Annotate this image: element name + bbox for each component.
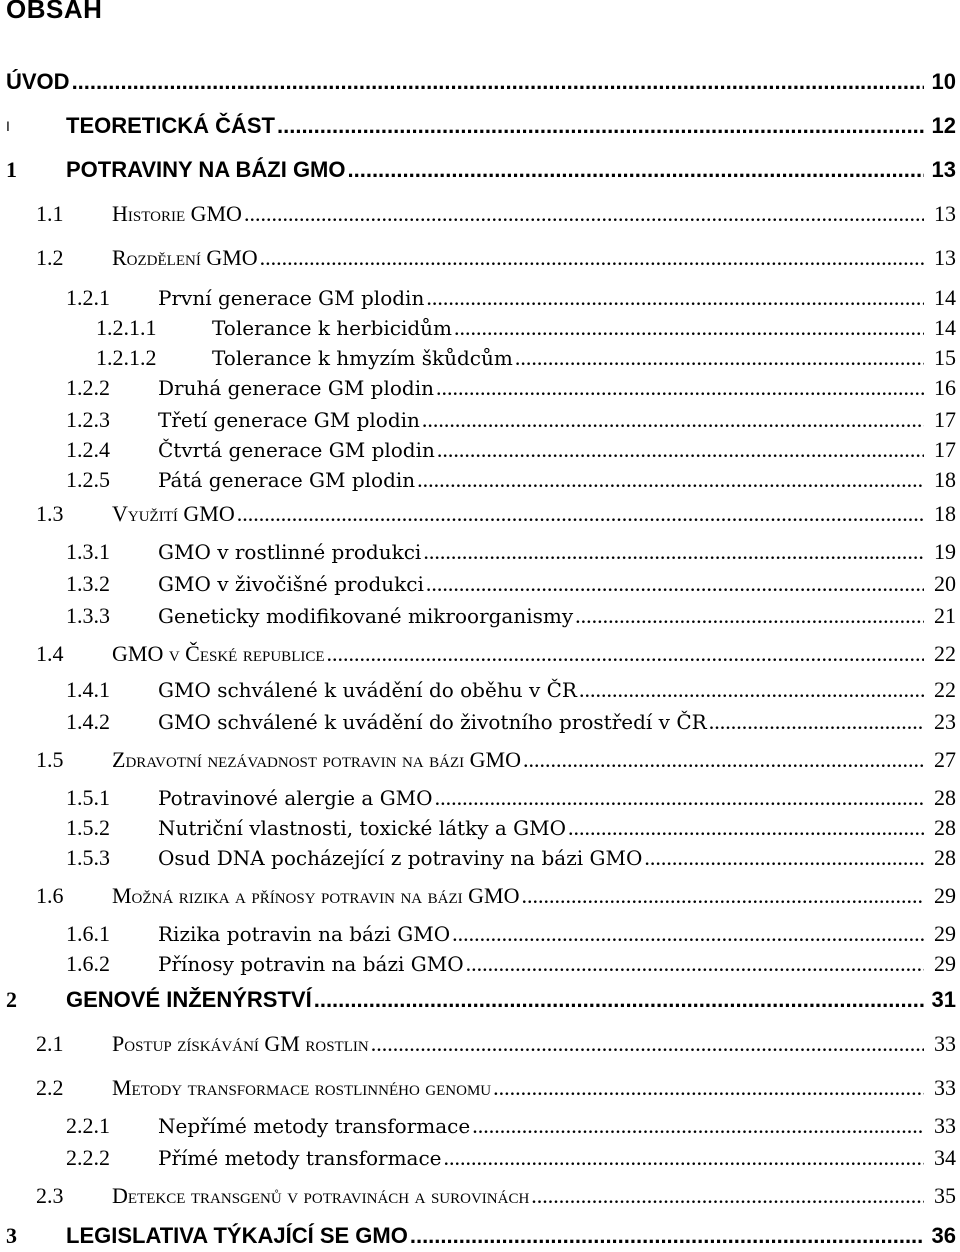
toc-entry-number: 1.4.2 — [66, 709, 110, 734]
dot-leader — [644, 842, 924, 874]
toc-entry-number: 1 — [6, 157, 17, 182]
dot-leader — [454, 312, 924, 344]
dot-leader — [709, 706, 924, 738]
toc-entry-number: 2.1 — [36, 1031, 64, 1056]
toc-entry-page: 22 — [934, 677, 956, 702]
toc-entry-title: Nutriční vlastnosti, toxické látky a GMO — [158, 816, 566, 840]
dot-leader — [237, 498, 924, 530]
toc-entry-number: 1.3.2 — [66, 571, 110, 596]
dot-leader — [72, 66, 924, 98]
toc-entry-number: 1.2 — [36, 245, 64, 270]
toc-entry-number: 2 — [6, 987, 17, 1012]
toc-entry-page: 16 — [934, 375, 956, 400]
toc-entry-number: 1.5.3 — [66, 845, 110, 870]
toc-entry[interactable] — [0, 812, 960, 844]
dot-leader — [314, 984, 924, 1016]
toc-entry-title: Zdravotní nezávadnost potravin na bázi GMO — [112, 747, 521, 772]
dot-leader — [472, 1110, 924, 1142]
toc-entry[interactable] — [0, 782, 960, 814]
toc-entry-number: 1.1 — [36, 201, 64, 226]
toc-entry-title: Rizika potravin na bázi GMO — [158, 922, 451, 946]
toc-entry[interactable] — [0, 404, 960, 436]
toc-entry-title: POTRAVINY NA BÁZI GMO — [66, 157, 346, 182]
toc-entry-page: 29 — [934, 951, 956, 976]
toc-entry-title: Tolerance k hmyzím škůdcům — [212, 346, 513, 370]
dot-leader — [452, 918, 924, 950]
dot-leader — [515, 342, 924, 374]
toc-entry-title: Metody transformace rostlinného genomu — [112, 1075, 492, 1100]
toc-entry[interactable] — [0, 1180, 960, 1212]
toc-entry-title: Možná rizika a přínosy potravin na bázi GMO — [112, 883, 520, 908]
dot-leader — [348, 154, 925, 186]
toc-entry[interactable] — [0, 842, 960, 874]
dot-leader — [568, 812, 924, 844]
toc-entry-title: Přínosy potravin na bázi GMO — [158, 952, 464, 976]
toc-entry[interactable] — [0, 600, 960, 632]
toc-entry[interactable] — [0, 464, 960, 496]
dot-leader — [244, 198, 924, 230]
dot-leader — [493, 1072, 924, 1104]
toc-entry-number: 1.2.1.2 — [96, 345, 157, 370]
toc-entry-number: 2.2.1 — [66, 1113, 110, 1138]
toc-entry-title: Druhá generace GM plodin — [158, 376, 435, 400]
toc-entry-page: 29 — [934, 921, 956, 946]
dot-leader — [426, 282, 924, 314]
toc-entry-title: GMO v rostlinné produkci — [158, 540, 422, 564]
toc-entry-number: 1.5 — [36, 747, 64, 772]
toc-entry-page: 22 — [934, 641, 956, 666]
toc-entry-title: Čtvrtá generace GM plodin — [158, 438, 435, 462]
toc-entry[interactable] — [0, 312, 960, 344]
toc-entry-title: GENOVÉ INŽENÝRSTVÍ — [66, 987, 312, 1012]
toc-entry-page: 14 — [934, 315, 956, 340]
toc-entry-title: Pátá generace GM plodin — [158, 468, 416, 492]
toc-entry[interactable] — [0, 342, 960, 374]
toc-entry-title: Osud DNA pocházející z potraviny na bázi GMO — [158, 846, 643, 870]
toc-entry[interactable] — [0, 638, 960, 670]
toc-entry[interactable] — [0, 706, 960, 738]
toc-entry[interactable] — [0, 948, 960, 980]
dot-leader — [426, 568, 924, 600]
dot-leader — [422, 404, 924, 436]
toc-entry-number: 1.2.4 — [66, 437, 110, 462]
toc-entry-page: 18 — [934, 467, 956, 492]
toc-entry-page: 15 — [934, 345, 956, 370]
toc-entry[interactable] — [0, 1220, 960, 1252]
toc-entry[interactable] — [0, 282, 960, 314]
toc-entry[interactable] — [0, 984, 960, 1016]
toc-entry-title: Využití GMO — [112, 501, 235, 526]
toc-entry[interactable] — [0, 372, 960, 404]
dot-leader — [435, 782, 924, 814]
dot-leader — [466, 948, 924, 980]
toc-entry-title: Potravinové alergie a GMO — [158, 786, 433, 810]
dot-leader — [417, 464, 924, 496]
dot-leader — [410, 1220, 924, 1252]
dot-leader — [579, 674, 924, 706]
toc-entry-page: 19 — [934, 539, 956, 564]
dot-leader — [371, 1028, 924, 1060]
page-title: OBSAH — [6, 0, 103, 24]
toc-entry[interactable] — [0, 110, 960, 142]
toc-entry-number: 1.2.1 — [66, 285, 110, 310]
toc-entry-number: I — [6, 118, 10, 134]
toc-entry-number: 1.6.1 — [66, 921, 110, 946]
toc-entry-number: 1.6.2 — [66, 951, 110, 976]
toc-entry-page: 36 — [931, 1223, 956, 1248]
toc-entry[interactable] — [0, 674, 960, 706]
toc-entry-page: 33 — [934, 1075, 956, 1100]
toc-entry-page: 13 — [934, 245, 956, 270]
dot-leader — [260, 242, 924, 274]
toc-entry-page: 18 — [934, 501, 956, 526]
toc-entry[interactable] — [0, 242, 960, 274]
toc-entry-number: 1.2.2 — [66, 375, 110, 400]
toc-entry[interactable] — [0, 1110, 960, 1142]
toc-entry-page: 13 — [934, 201, 956, 226]
toc-entry-number: 1.2.3 — [66, 407, 110, 432]
toc-entry-page: 33 — [934, 1031, 956, 1056]
toc-entry[interactable] — [0, 198, 960, 230]
toc-entry-number: 1.3.1 — [66, 539, 110, 564]
toc-entry-title: Nepřímé metody transformace — [158, 1114, 471, 1138]
toc-entry[interactable] — [0, 498, 960, 530]
dot-leader — [523, 744, 924, 776]
dot-leader — [521, 880, 924, 912]
toc-entry-number: 1.5.2 — [66, 815, 110, 840]
dot-leader — [423, 536, 924, 568]
toc-entry-title: První generace GM plodin — [158, 286, 425, 310]
toc-entry-title: LEGISLATIVA TÝKAJÍCÍ SE GMO — [66, 1223, 408, 1248]
toc-entry-title: Třetí generace GM plodin — [158, 408, 420, 432]
toc-entry[interactable] — [0, 66, 960, 98]
toc-entry-title: ÚVOD — [6, 69, 70, 94]
toc-entry-number: 2.2 — [36, 1075, 64, 1100]
toc-entry-page: 28 — [934, 785, 956, 810]
toc-entry-number: 1.3.3 — [66, 603, 110, 628]
toc-entry-page: 17 — [934, 437, 956, 462]
toc-entry-title: Detekce transgenů v potravinách a surovinách — [112, 1183, 530, 1208]
toc-entry-page: 31 — [931, 987, 956, 1012]
toc-entry-number: 1.4.1 — [66, 677, 110, 702]
toc-entry-page: 28 — [934, 815, 956, 840]
toc-entry[interactable] — [0, 434, 960, 466]
toc-entry-number: 1.6 — [36, 883, 64, 908]
toc-entry-page: 33 — [934, 1113, 956, 1138]
toc-entry-title: GMO v České republice — [112, 641, 325, 666]
toc-entry-page: 17 — [934, 407, 956, 432]
toc-entry[interactable] — [0, 1072, 960, 1104]
toc-entry-page: 10 — [931, 69, 956, 94]
toc-entry-title: Geneticky modifikované mikroorganismy — [158, 604, 574, 628]
toc-entry-page: 14 — [934, 285, 956, 310]
toc-entry-number: 3 — [6, 1223, 17, 1248]
toc-entry-title: GMO schválené k uvádění do oběhu v ČR — [158, 678, 577, 702]
toc-entry-page: 35 — [934, 1183, 956, 1208]
toc-entry-number: 1.2.5 — [66, 467, 110, 492]
toc-entry-title: Rozdělení GMO — [112, 245, 258, 270]
dot-leader — [327, 638, 924, 670]
toc-entry[interactable] — [0, 568, 960, 600]
toc-entry[interactable] — [0, 1028, 960, 1060]
toc-entry-number: 1.4 — [36, 641, 64, 666]
toc-entry-page: 23 — [934, 709, 956, 734]
toc-entry-page: 21 — [934, 603, 956, 628]
toc-entry-number: 1.3 — [36, 501, 64, 526]
dot-leader — [575, 600, 924, 632]
toc-entry-page: 12 — [931, 113, 956, 138]
dot-leader — [436, 372, 924, 404]
toc-entry-page: 13 — [931, 157, 956, 182]
toc-entry-title: Přímé metody transformace — [158, 1146, 442, 1170]
toc-entry[interactable] — [0, 918, 960, 950]
toc-entry-number: 2.2.2 — [66, 1145, 110, 1170]
toc-entry-page: 34 — [934, 1145, 956, 1170]
toc-entry[interactable] — [0, 1142, 960, 1174]
toc-entry[interactable] — [0, 880, 960, 912]
toc-entry-title: TEORETICKÁ ČÁST — [66, 113, 275, 138]
toc-entry-title: Historie GMO — [112, 201, 242, 226]
dot-leader — [437, 434, 924, 466]
toc-entry-page: 20 — [934, 571, 956, 596]
toc-entry-title: GMO schválené k uvádění do životního prostředí v ČR — [158, 710, 707, 734]
toc-entry-number: 1.2.1.1 — [96, 315, 157, 340]
toc-entry[interactable] — [0, 154, 960, 186]
toc-entry[interactable] — [0, 536, 960, 568]
dot-leader — [531, 1180, 924, 1212]
toc-entry-page: 27 — [934, 747, 956, 772]
toc-entry[interactable] — [0, 744, 960, 776]
toc-entry-title: Tolerance k herbicidům — [212, 316, 453, 340]
toc-entry-number: 2.3 — [36, 1183, 64, 1208]
toc-entry-title: GMO v živočišné produkci — [158, 572, 424, 596]
dot-leader — [277, 110, 924, 142]
toc-entry-page: 28 — [934, 845, 956, 870]
toc-entry-page: 29 — [934, 883, 956, 908]
toc-entry-number: 1.5.1 — [66, 785, 110, 810]
toc-entry-title: Postup získávání GM rostlin — [112, 1031, 369, 1056]
dot-leader — [444, 1142, 924, 1174]
